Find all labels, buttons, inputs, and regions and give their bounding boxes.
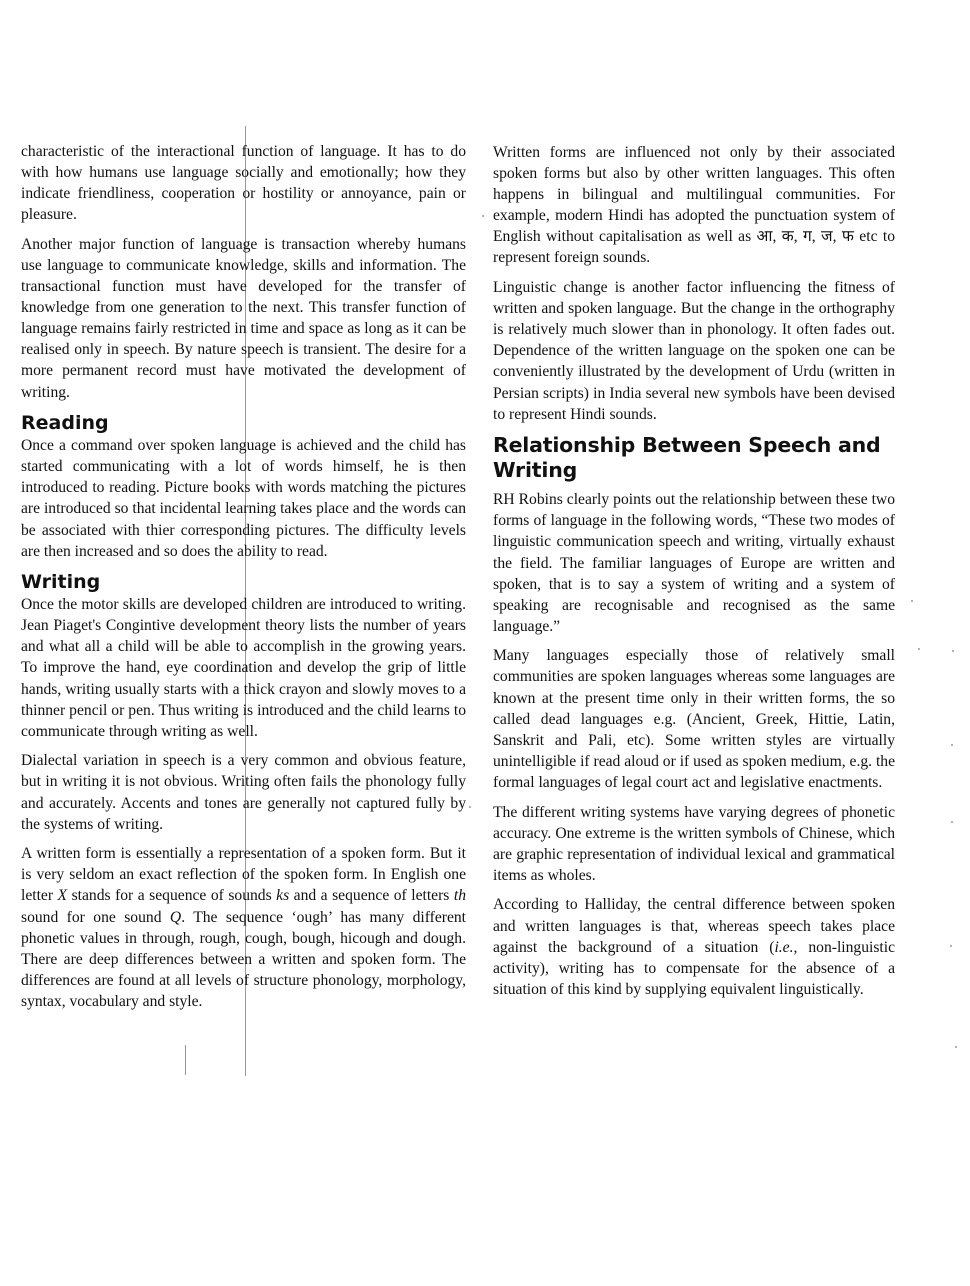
right-column	[493, 142, 895, 1008]
scan-artifact-line	[185, 1045, 186, 1075]
scan-artifact-dot	[950, 945, 952, 947]
text-run: stands for a sequence of sounds	[67, 887, 277, 905]
paragraph-robins-quote: RH Robins clearly points out the relationship between these two forms of language in the following words, “These two modes of linguistic communication speech and writing, virtually exhaust the field. The familiar languages of Europe are written and spoken, that is to say a system of writing and a system of speaking are recognisable and recognised as the same language.”	[493, 491, 895, 635]
text-run: non-linguistic activity), writing has to compensate for the absence of a situation of this kind by supplying equivalent linguistically.	[493, 938, 895, 998]
italic-term-ie: i.e.,	[774, 938, 798, 956]
text-run: According to Halliday, the central difference between spoken and written languages is that, whereas speech takes place against the background of a situation (	[493, 896, 895, 956]
paragraph-halliday	[493, 894, 895, 999]
left-column	[21, 141, 466, 1020]
text-run: and a sequence of letters	[289, 887, 454, 905]
section-heading-relationship: Relationship Between Speech and Writing	[493, 433, 881, 482]
scan-artifact-dot	[951, 821, 953, 823]
scan-artifact-dot	[951, 744, 953, 746]
italic-term-x: X	[57, 887, 68, 905]
paragraph-reading: Once a command over spoken language is achieved and the child has started communicating with a lot of words himself, he is then introduced to reading. Picture books with words matching the pictures are introduced so that incidental learning takes place and the words can be associated with thier corresponding pictures. The difficulty levels are then increased and so does the ability to read.	[21, 437, 466, 560]
scan-artifact-dot	[955, 1046, 957, 1048]
italic-term-ks: ks	[276, 887, 290, 905]
text-run: sound for one sound	[21, 908, 170, 926]
scan-artifact-dot	[952, 650, 954, 652]
paragraph-transactional-function: Another major function of language is transaction whereby humans use language to communicate knowledge, skills and information. The transactional function must have developed for the transfer of knowledge from one generation to the next. This transfer function of language remains fairly restricted in time and space as long as it can be realised only in speech. By nature speech is transient. The desire for a more permanent record must have motivated the development of writing.	[21, 235, 466, 401]
section-heading-writing: Writing	[21, 571, 101, 594]
scan-artifact-dot	[911, 600, 913, 602]
text-run: A written form is essentially a representation of a spoken form. But it is very seldom an exact reflection of the spoken form. In English one letter	[21, 845, 466, 905]
italic-term-th: th	[453, 887, 466, 905]
italic-term-q: Q	[169, 908, 182, 926]
paragraph-written-form	[21, 843, 466, 1012]
scan-artifact-dot	[918, 648, 920, 650]
section-heading-reading: Reading	[21, 412, 109, 435]
paragraph-written-forms-influence: Written forms are influenced not only by their associated spoken forms but also by other written languages. This often happens in bilingual and multilingual communities. For example, modern Hindi has adopted the punctuation system of English without capitalisation as well as आ, क, ग, ज, फ etc to represent foreign sounds.	[493, 144, 895, 267]
paragraph-interactional-function: characteristic of the interactional function of language. It has to do with how humans use language socially and emotionally; how they indicate friendliness, cooperation or hostility or annoyance, pain or pleasure.	[21, 143, 466, 224]
paragraph-linguistic-change: Linguistic change is another factor influencing the fitness of written and spoken language. But the change in the orthography is relatively much slower than in phonology. It often fades out. Dependence of the written language on the spoken one can be conveniently illustrated by the development of Urdu (written in Persian scripts) in India several new symbols have been devised to represent Hindi sounds.	[493, 279, 895, 423]
paragraph-dead-languages: Many languages especially those of relatively small communities are spoken languages whereas some languages are known at the present time only in their written forms, the so called dead languages e.g. (Ancient, Greek, Hittie, Latin, Sanskrit and Pali, etc). Some written styles are virtually unintelligible if read aloud or if used as spoken medium, e.g. the formal languages of legal court act and legislative enactments.	[493, 647, 895, 791]
scan-artifact-dot	[482, 215, 484, 217]
paragraph-writing-motor-skills: Once the motor skills are developed children are introduced to writing. Jean Piaget's Congintive development theory lists the number of years and what all a child will be able to accomplish in the growing years. To improve the hand, eye coordination and develop the grip of little hands, writing usually starts with a thick crayon and slowly moves to a thinner pencil or pen. Thus writing is introduced and the child learns to communicate through writing as well.	[21, 596, 466, 740]
text-run: . The sequence ‘ough’ has many different phonetic values in through, rough, cough, bough, hicough and dough. There are deep differences between a written and spoken form. The differences are found at all levels of structure phonology, morphology, syntax, vocabulary and style.	[21, 908, 466, 1010]
paragraph-dialectal-variation: Dialectal variation in speech is a very common and obvious feature, but in writing it is not obvious. Writing often fails the phonology fully and accurately. Accents and tones are generally not captured fully by the systems of writing.	[21, 752, 466, 833]
scan-artifact-dot	[469, 806, 471, 808]
paragraph-phonetic-accuracy: The different writing systems have varying degrees of phonetic accuracy. One extreme is the written symbols of Chinese, which are graphic representation of individual lexical and grammatical items as wholes.	[493, 803, 895, 884]
